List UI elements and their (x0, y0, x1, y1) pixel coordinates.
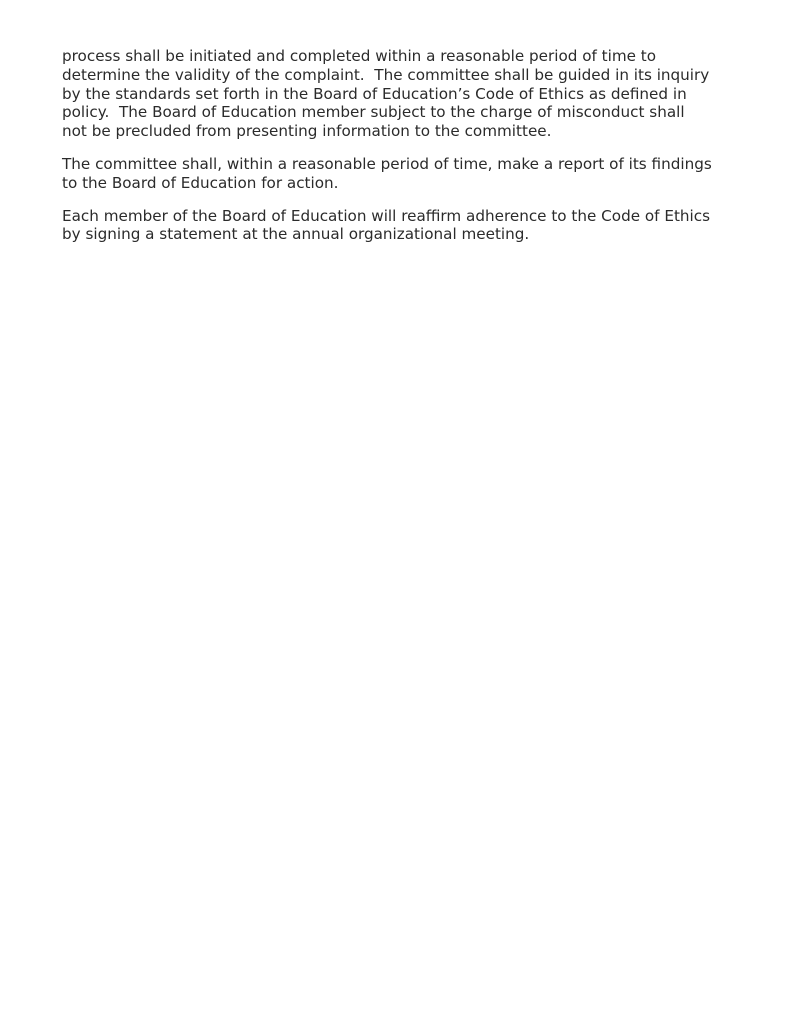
text-line: policy. The Board of Education member subject to the charge of misconduct shall (62, 103, 685, 122)
text-line: determine the validity of the complaint. The committee shall be guided in its inquiry (62, 65, 710, 84)
text-line: by signing a statement at the annual organizational meeting. (62, 225, 530, 244)
text-line: The committee shall, within a reasonable period of time, make a report of its findings (62, 154, 712, 173)
paragraph-committee-report (62, 155, 752, 193)
text-line: not be precluded from presenting information to the committee. (62, 122, 552, 141)
paragraph-reaffirm-ethics (62, 207, 752, 245)
text-line: process shall be initiated and completed within a reasonable period of time to (62, 47, 657, 65)
text-line: to the Board of Education for action. (62, 173, 339, 192)
document-page (62, 47, 752, 258)
text-line: by the standards set forth in the Board of Education’s Code of Ethics as defined in (62, 84, 687, 103)
paragraph-complaint-process (62, 47, 752, 141)
text-line: Each member of the Board of Education will reaffirm adherence to the Code of Ethics (62, 206, 711, 225)
